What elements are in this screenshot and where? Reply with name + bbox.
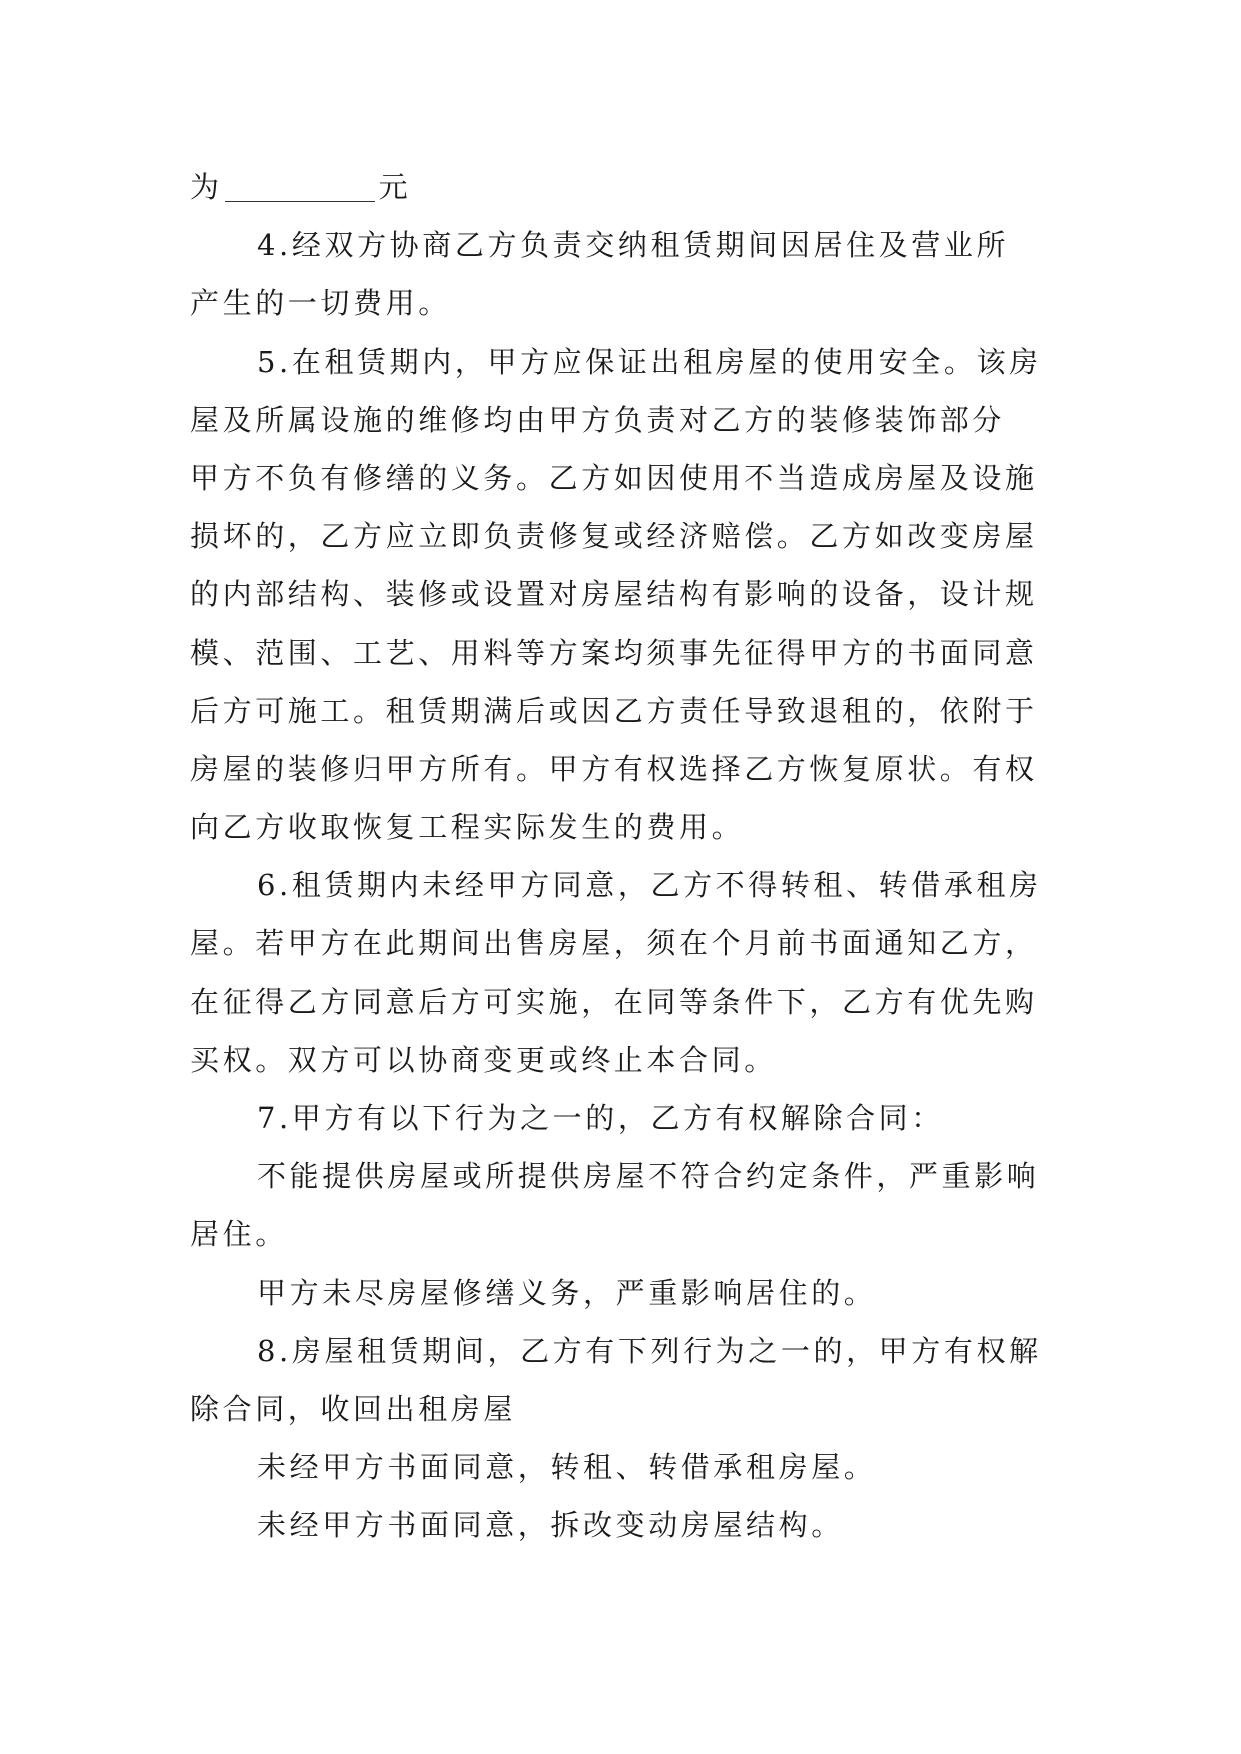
paragraph-5-line-7: 后方可施工。租赁期满后或因乙方责任导致退租的，依附于 xyxy=(190,693,1038,728)
clause-7-item-1-line-1: 不能提供房屋或所提供房屋不符合约定条件，严重影响 xyxy=(257,1159,1040,1194)
text-line xyxy=(190,158,1050,216)
paragraph-8-line-2: 除合同，收回出租房屋 xyxy=(190,1391,517,1426)
paragraph-4-line-2: 产生的一切费用。 xyxy=(190,286,451,321)
paragraph-6-line-4: 买权。双方可以协商变更或终止本合同。 xyxy=(190,1042,777,1077)
paragraph-6-line-2: 屋。若甲方在此期间出售房屋，须在个月前书面通知乙方， xyxy=(190,926,1038,961)
document-page xyxy=(190,158,1050,1555)
paragraph-7-line-1: 7.甲方有以下行为之一的，乙方有权解除合同： xyxy=(257,1101,944,1135)
text-line-start: 为 xyxy=(190,170,223,204)
paragraph-5-line-9: 向乙方收取恢复工程实际发生的费用。 xyxy=(190,810,745,845)
clause-8-item-1: 未经甲方书面同意，转租、转借承租房屋。 xyxy=(257,1450,877,1485)
text-line-end: 元 xyxy=(378,170,412,204)
paragraph-5-line-3: 甲方不负有修缮的义务。乙方如因使用不当造成房屋及设施 xyxy=(190,460,1038,495)
paragraph-5-line-5: 的内部结构、装修或设置对房屋结构有影响的设备，设计规 xyxy=(190,577,1038,612)
fill-in-blank xyxy=(225,173,375,202)
clause-7-item-1-line-2: 居住。 xyxy=(190,1217,288,1252)
paragraph-6-line-3: 在征得乙方同意后方可实施，在同等条件下，乙方有优先购 xyxy=(190,984,1038,1019)
paragraph-5-line-2: 屋及所属设施的维修均由甲方负责对乙方的装修装饰部分 xyxy=(190,402,1006,437)
clause-8-item-2: 未经甲方书面同意，拆改变动房屋结构。 xyxy=(257,1508,844,1543)
clause-7-item-2: 甲方未尽房屋修缮义务，严重影响居住的。 xyxy=(257,1275,877,1310)
paragraph-4-line-1: 4.经双方协商乙方负责交纳租赁期间因居住及营业所 xyxy=(257,228,1010,263)
paragraph-5-line-1: 5.在租赁期内，甲方应保证出租房屋的使用安全。该房 xyxy=(257,344,1042,379)
paragraph-6-line-1: 6.租赁期内未经甲方同意，乙方不得转租、转借承租房 xyxy=(257,868,1042,903)
paragraph-5-line-4: 损坏的，乙方应立即负责修复或经济赔偿。乙方如改变房屋 xyxy=(190,519,1038,554)
paragraph-5-line-8: 房屋的装修归甲方所有。甲方有权选择乙方恢复原状。有权 xyxy=(190,751,1038,786)
paragraph-8-line-1: 8.房屋租赁期间，乙方有下列行为之一的，甲方有权解 xyxy=(257,1333,1042,1368)
paragraph-5-line-6: 模、范围、工艺、用料等方案均须事先征得甲方的书面同意 xyxy=(190,635,1038,670)
